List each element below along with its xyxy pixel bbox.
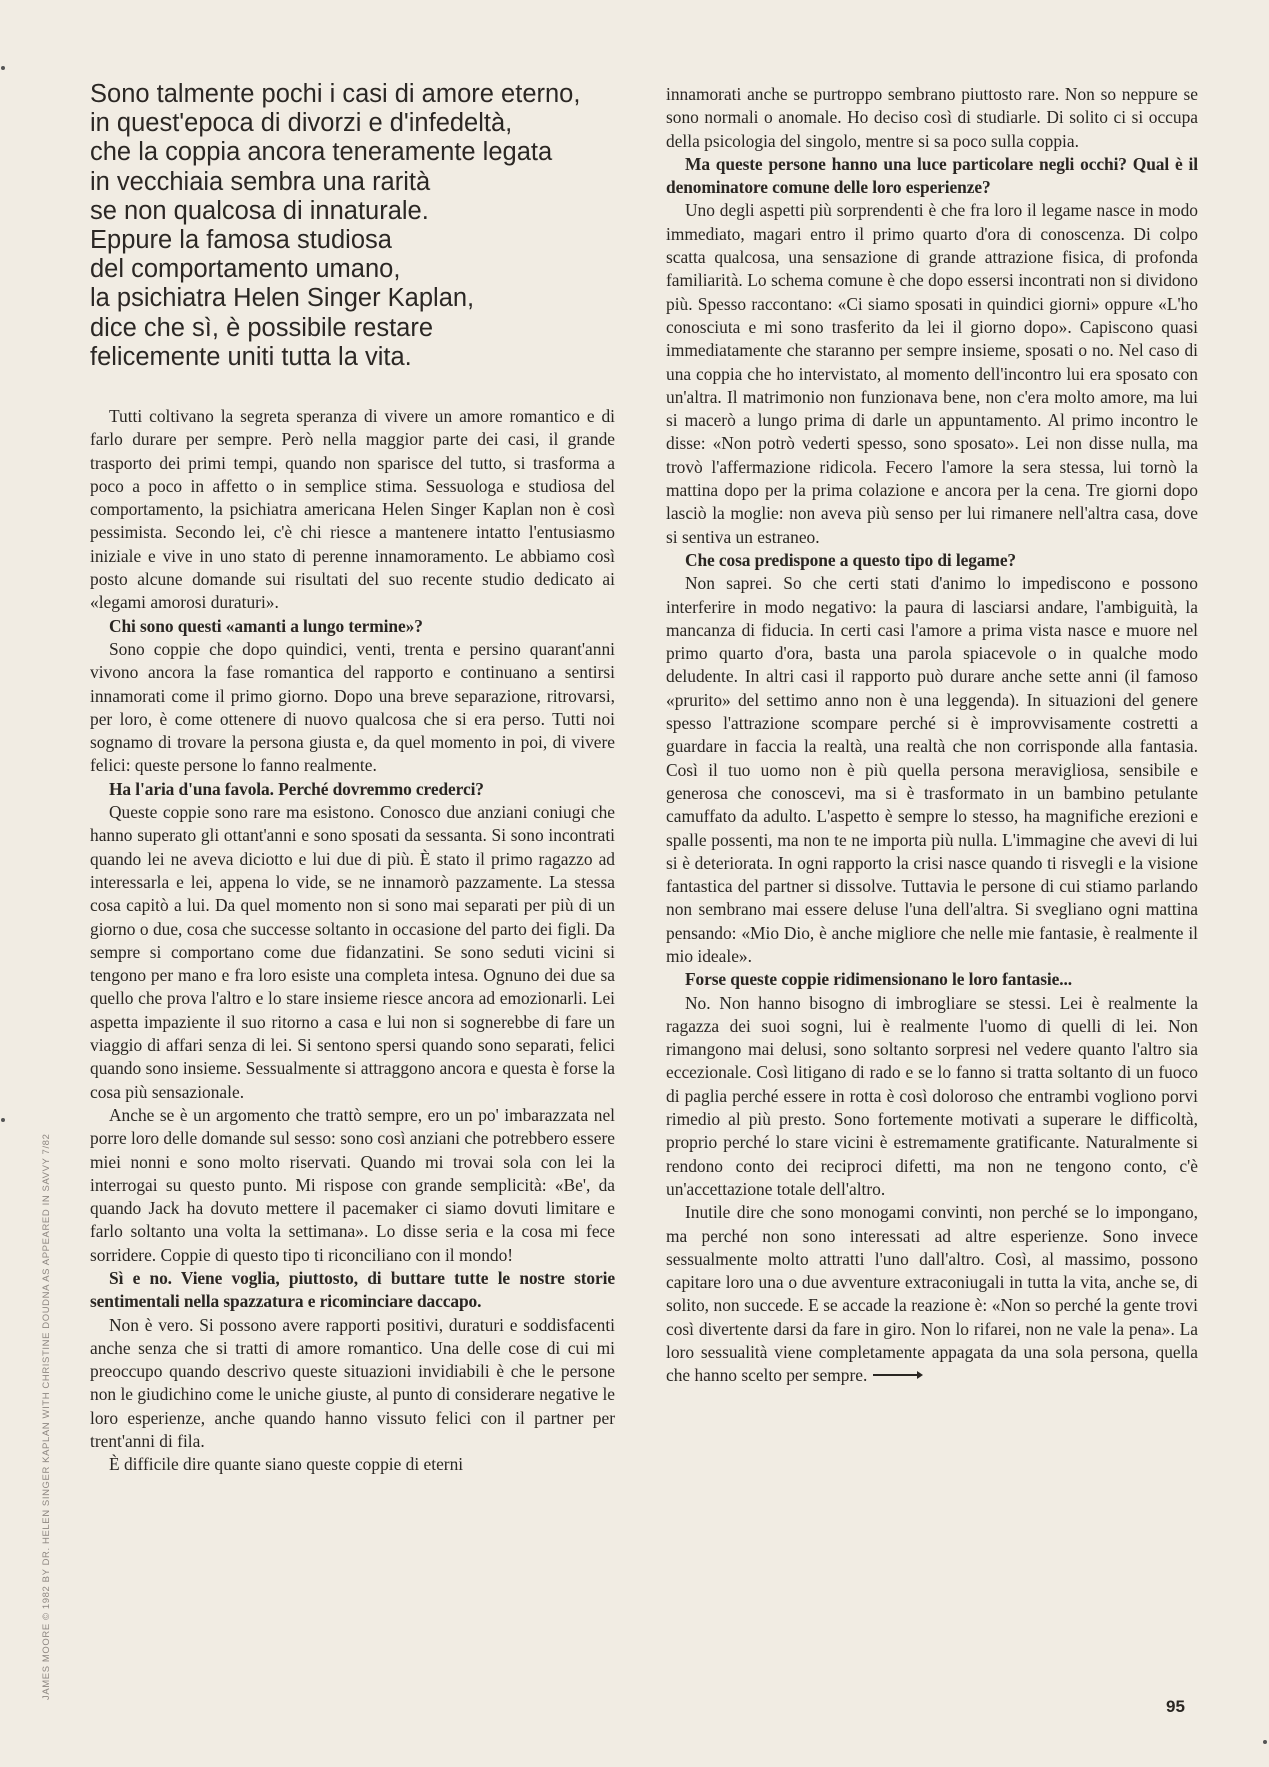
paragraph: No. Non hanno bisogno di imbrogliare se stessi. Lei è realmente la ragazza dei suoi sogni, lui è realmente l'uomo di quelli di lei. Non rimangono mai delusi, sono soltanto sorpresi nel vedere quanto l'altro sia eccezionale. Così litigano di rado e se lo fanno si tratta soltanto di un fuoco di paglia perché essere in rotta è così doloroso che entrambi vogliono porvi rimedio al più presto. Sono fortemente motivati a superare le difficoltà, proprio perché lo stare vicini è estremamente gratificante. Naturalmente si rendono conto dei reciproci difetti, ma non ne tengono conto, c'è un'accettazione totale dell'altro. — [666, 992, 1198, 1199]
interview-question: Ma queste persone hanno una luce particolare negli occhi? Qual è il denominatore comune delle loro esperienze? — [666, 153, 1198, 198]
intro-deck — [90, 80, 650, 372]
registration-mark — [1, 1118, 5, 1122]
paragraph: Non è vero. Si possono avere rapporti positivi, duraturi e soddisfacenti anche senza che si tratti di amore romantico. Una delle cose di cui mi preoccupo quando descrivo queste situazioni invidiabili è che le persone non le giudichino come le uniche giuste, al punto di considerare negative le loro esperienze, anche quando hanno vissuto felici con il partner per trent'anni di fila. — [90, 1314, 615, 1452]
intro-line: del comportamento umano, — [90, 255, 401, 284]
left-column — [90, 405, 615, 1477]
intro-line: felicemente uniti tutta la vita. — [90, 342, 412, 371]
registration-mark — [1, 66, 5, 70]
paragraph: È difficile dire quante siano queste coppie di eterni — [109, 1454, 464, 1475]
paragraph: Queste coppie sono rare ma esistono. Conosco due anziani coniugi che hanno superato gli ottant'anni e sono sposati da sessanta. Si sono incontrati quando lei ne aveva diciotto e lui due di più. È stato il primo ragazzo ad interessarla e lei, appena lo vide, se ne innamorò pazzamente. La stessa cosa capitò a lui. Da quel momento non si sono mai separati per più di un giorno o due, cosa che successe soltanto in occasione del parto dei figli. Da sempre si comportano come due fidanzatini. Se sono seduti vicini si tengono per mano e fra loro esiste una completa intesa. Ognuno dei due sa quello che prova l'altro e lo stare insieme riesce ancora ad emozionarli. Lei aspetta impaziente il suo ritorno a casa e lui non si sognerebbe di fare un viaggio di affari senza di lei. Si sentono spersi quando sono separati, felici quando sono insieme. Sessualmente si attraggono ancora e questa è forse la cosa più sensazionale. — [90, 802, 615, 1102]
paragraph: Uno degli aspetti più sorprendenti è che fra loro il legame nasce in modo immediato, magari entro il primo quarto d'ora di conoscenza. Di colpo scatta qualcosa, una sensazione di grande attrazione fisica, di profonda familiarità. Lo schema comune è che dopo essersi incontrati non si dividono più. Spesso raccontano: «Ci siamo sposati in quindici giorni» oppure «L'ho conosciuta e mi sono trasferito da lei il giorno dopo». Capiscono quasi immediatamente che staranno per sempre insieme, sposati o no. Nel caso di una coppia che ho intervistato, al momento dell'incontro lui era sposato con un'altra. Il matrimonio non funzionava bene, non c'era molto amore, ma lui si macerò a lungo prima di darle un appuntamento. Al primo incontro le disse: «Non potrò vederti spesso, sono sposato». Lei non disse nulla, ma trovò l'affermazione ridicola. Fecero l'amore la sera stessa, lui tornò la mattina dopo per la prima colazione e ancora per la cena. Tre giorni dopo lasciò la moglie: non aveva più senso per lui rimanere nell'altra casa, dove si sentiva un estraneo. — [666, 200, 1198, 547]
paragraph: Non saprei. So che certi stati d'animo lo impediscono e possono interferire in modo negativo: la paura di lasciarsi andare, l'ambiguità, la mancanza di fiducia. In certi casi l'amore a prima vista nasce e muore nel primo quarto d'ora, basta una parola spiacevole o in qualche modo deludente. In altri casi il rapporto può durare anche sette anni (il famoso «prurito» del settimo anno non è una leggenda). In situazioni del genere spesso l'attrazione scompare perché si è improvvisamente costretti a guardare in faccia la realtà, una realtà che non corrisponde alla fantasia. Così il tuo uomo non è più quella persona meravigliosa, sensibile e generosa che conoscevi, ma si è trasformato in un bambino petulante camuffato da adulto. L'aspetto è sempre lo stesso, ha magnifiche erezioni e spalle possenti, ma non te ne importa più nulla. L'immagine che avevi di lui si è deteriorata. In ogni rapporto la crisi nasce quando ti risvegli e la visione fantastica del partner si dissolve. Tuttavia le persone di cui stiamo parlando non sembrano mai essere deluse l'una dell'altra. Si svegliano ogni mattina pensando: «Mio Dio, è anche migliore che nelle mie fantasie, è realmente il mio ideale». — [666, 573, 1198, 966]
arrow-right-icon — [873, 1374, 921, 1376]
interview-question: Che cosa predispone a questo tipo di legame? — [685, 549, 1017, 570]
interview-question: Chi sono questi «amanti a lungo termine»? — [109, 615, 423, 636]
paragraph — [666, 1201, 1198, 1387]
interview-question: Sì e no. Viene voglia, piuttosto, di buttare tutte le nostre storie sentimentali nella spazzatura e ricominciare daccapo. — [90, 1267, 615, 1312]
intro-line: se non qualcosa di innaturale. — [90, 196, 429, 225]
paragraph-text: Inutile dire che sono monogami convinti, non perché se lo impongano, ma perché non sono interessati ad altre esperienze. Sono invece sessualmente molto attratti l'uno dall'altro. Così, al massimo, possono capitare loro una o due avventure extraconiugali in tutta la vita, anche se, di solito, non succede. E se accade la reazione è: «Non so perché la gente trovi così divertente darsi da fare in giro. Non lo rifarei, non ne vale la pena». La loro sessualità viene completamente appagata da una sola persona, quella che hanno scelto per sempre. — [666, 1202, 1198, 1386]
intro-line: in vecchiaia sembra una rarità — [90, 167, 431, 196]
intro-line: la psichiatra Helen Singer Kaplan, — [90, 284, 475, 313]
interview-question: Forse queste coppie ridimensionano le loro fantasie... — [685, 969, 1073, 990]
intro-line: Sono talmente pochi i casi di amore eterno, — [90, 80, 581, 108]
intro-line: Eppure la famosa studiosa — [90, 226, 392, 255]
intro-line: che la coppia ancora teneramente legata — [90, 138, 553, 167]
right-column — [666, 83, 1198, 1388]
photo-credit: JAMES MOORE © 1982 BY DR. HELEN SINGER KAPLAN WITH CHRISTINE DOUDNA AS APPEARED IN SAVVY 7/82 — [41, 1133, 52, 1700]
paragraph: Tutti coltivano la segreta speranza di vivere un amore romantico e di farlo durare per sempre. Però nella maggior parte dei casi, il grande trasporto dei primi tempi, quando non sparisce del tutto, si trasforma a poco a poco in affetto o in semplice stima. Sessuologa e studiosa del comportamento, la psichiatra americana Helen Singer Kaplan non è così pessimista. Secondo lei, c'è chi riesce a mantenere intatto l'entusiasmo iniziale e vive in uno stato di perenne innamoramento. Le abbiamo così posto alcune domande sui risultati del suo recente studio dedicato ai «legami amorosi duraturi». — [90, 406, 615, 613]
paragraph: Anche se è un argomento che trattò sempre, ero un po' imbarazzata nel porre loro delle domande sul sesso: sono così anziani che potrebbero essere miei nonni e sono molto riservati. Quando mi trovai sola con lei la interrogai su questo punto. Mi rispose con grande semplicità: «Be', da quando Jack ha dovuto mettere il pacemaker ci siamo dovuti limitare e farlo soltanto una volta la settimana». Lo disse seria e la cosa mi fece sorridere. Coppie di questo tipo ti riconciliano con il mondo! — [90, 1104, 615, 1265]
interview-question: Ha l'aria d'una favola. Perché dovremmo crederci? — [109, 778, 484, 799]
intro-line: dice che sì, è possibile restare — [90, 313, 434, 342]
paragraph: innamorati anche se purtroppo sembrano piuttosto rare. Non so neppure se sono normali o anomale. Ho deciso così di studiarle. Di solito ci si occupa della psicologia del singolo, mentre si sa poco sulla coppia. — [666, 84, 1198, 151]
intro-line: in quest'epoca di divorzi e d'infedeltà, — [90, 109, 513, 138]
paragraph: Sono coppie che dopo quindici, venti, trenta e persino quarant'anni vivono ancora la fase romantica del rapporto e continuano a sentirsi innamorati come il primo giorno. Dopo una breve separazione, ritrovarsi, per loro, è come ottenere di nuovo qualcosa che si era perso. Tutti noi sognamo di trovare la persona giusta e, da quel momento in poi, di vivere felici: queste persone lo fanno realmente. — [90, 638, 615, 776]
registration-mark — [1263, 1740, 1267, 1744]
page-number: 95 — [1166, 1697, 1185, 1716]
